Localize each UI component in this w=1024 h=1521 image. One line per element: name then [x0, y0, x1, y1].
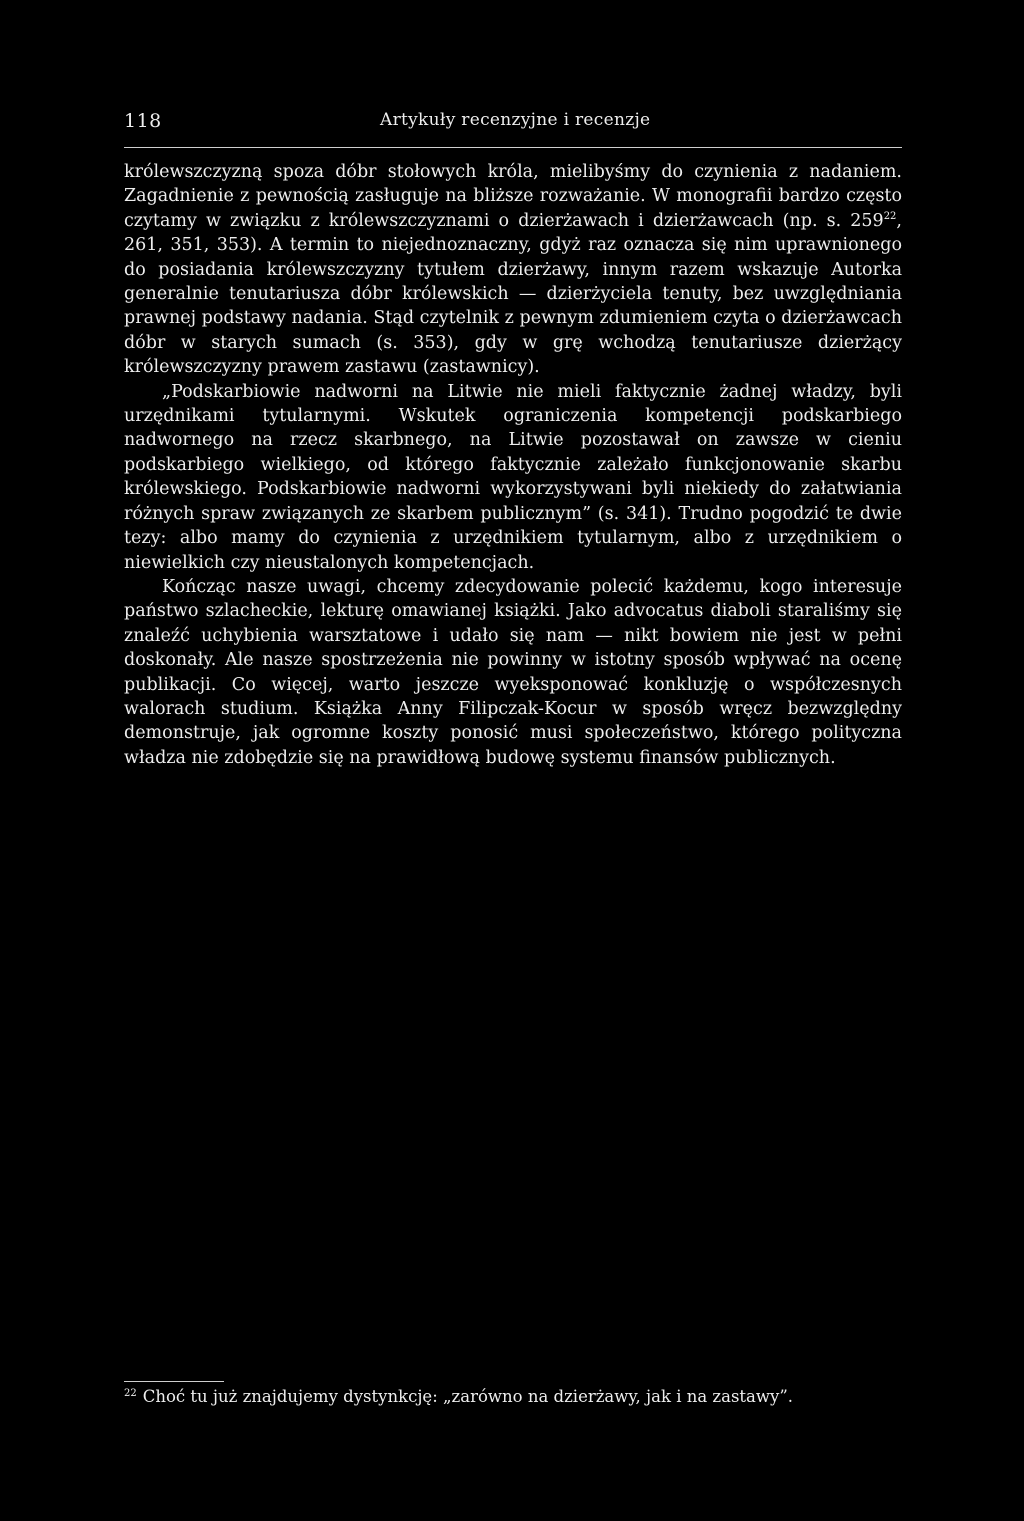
paragraph-1-text-b: , 261, 351, 353). A termin to niejednoznaczny, gdyż raz oznacza się nim uprawnionego do posiadania królewszczyzny tytułem dzierżawy, innym razem wskazuje Autorka generalnie tenutariusza dóbr królewskich — dzierżyciela tenuty, bez uwzględniania prawnej podstawy nadania. Stąd czytelnik z pewnym zdumieniem czyta o dzierżawcach dóbr w starych sumach (s. 353), gdy w grę wchodzą tenutariusze dzierżący królewszczyzny prawem zastawu (zastawnicy). [124, 210, 902, 378]
footnote-text: Choć tu już znajdujemy dystynkcję: „zarówno na dzierżawy, jak i na zastawy”. [142, 1387, 794, 1406]
footnote-rule [124, 1381, 224, 1382]
running-head-container [380, 110, 650, 130]
footnote-mark: 22 [124, 1387, 137, 1399]
body-text [124, 160, 902, 770]
footnote [124, 1386, 902, 1408]
paragraph-1 [124, 160, 902, 380]
paragraph-3: Kończąc nasze uwagi, chcemy zdecydowanie polecić każdemu, kogo interesuje państwo szlacheckie, lekturę omawianej książki. Jako advocatus diaboli staraliśmy się znaleźć uchybienia warsztatowe i udało się nam — nikt bowiem nie jest w pełni doskonały. Ale nasze spostrzeżenia nie powinny w istotny sposób wpływać na ocenę publikacji. Co więcej, warto jeszcze wyeksponować konkluzję o współczesnych walorach studium. Książka Anny Filipczak-Kocur w sposób wręcz bezwzględny demonstruje, jak ogromne koszty ponosić musi społeczeństwo, którego polityczna władza nie zdobędzie się na prawidłową budowę systemu finansów publicznych. [124, 576, 902, 768]
paragraph-1-text-a: królewszczyzną spoza dóbr stołowych króla, mielibyśmy do czynienia z nadaniem. Zagadnienie z pewnością zasługuje na bliższe rozważanie. W monografii bardzo często czytamy w związku z królewszczyznami o dzierżawach i dzierżawcach (np. s. 259 [124, 162, 902, 231]
running-head: Artykuły recenzyjne i recenzje [380, 110, 651, 130]
footnote-reference: 22 [883, 210, 897, 222]
paragraph-2: „Podskarbiowie nadworni na Litwie nie mieli faktycznie żadnej władzy, byli urzędnikami tytularnymi. Wskutek ograniczenia kompetencji podskarbiego nadwornego na rzecz skarbnego, na Litwie pozostawał on zawsze w cieniu podskarbiego wielkiego, od którego faktycznie zależało funkcjonowanie skarbu królewskiego. Podskarbiowie nadworni wykorzystywani byli niekiedy do załatwiania różnych spraw związanych ze skarbem publicznym” (s. 341). Trudno pogodzić te dwie tezy: albo mamy do czynienia z urzędnikiem tytularnym, albo z urzędnikiem o niewielkich czy nieustalonych kompetencjach. [124, 381, 902, 573]
page-number: 118 [124, 110, 162, 132]
header-rule [124, 147, 902, 148]
